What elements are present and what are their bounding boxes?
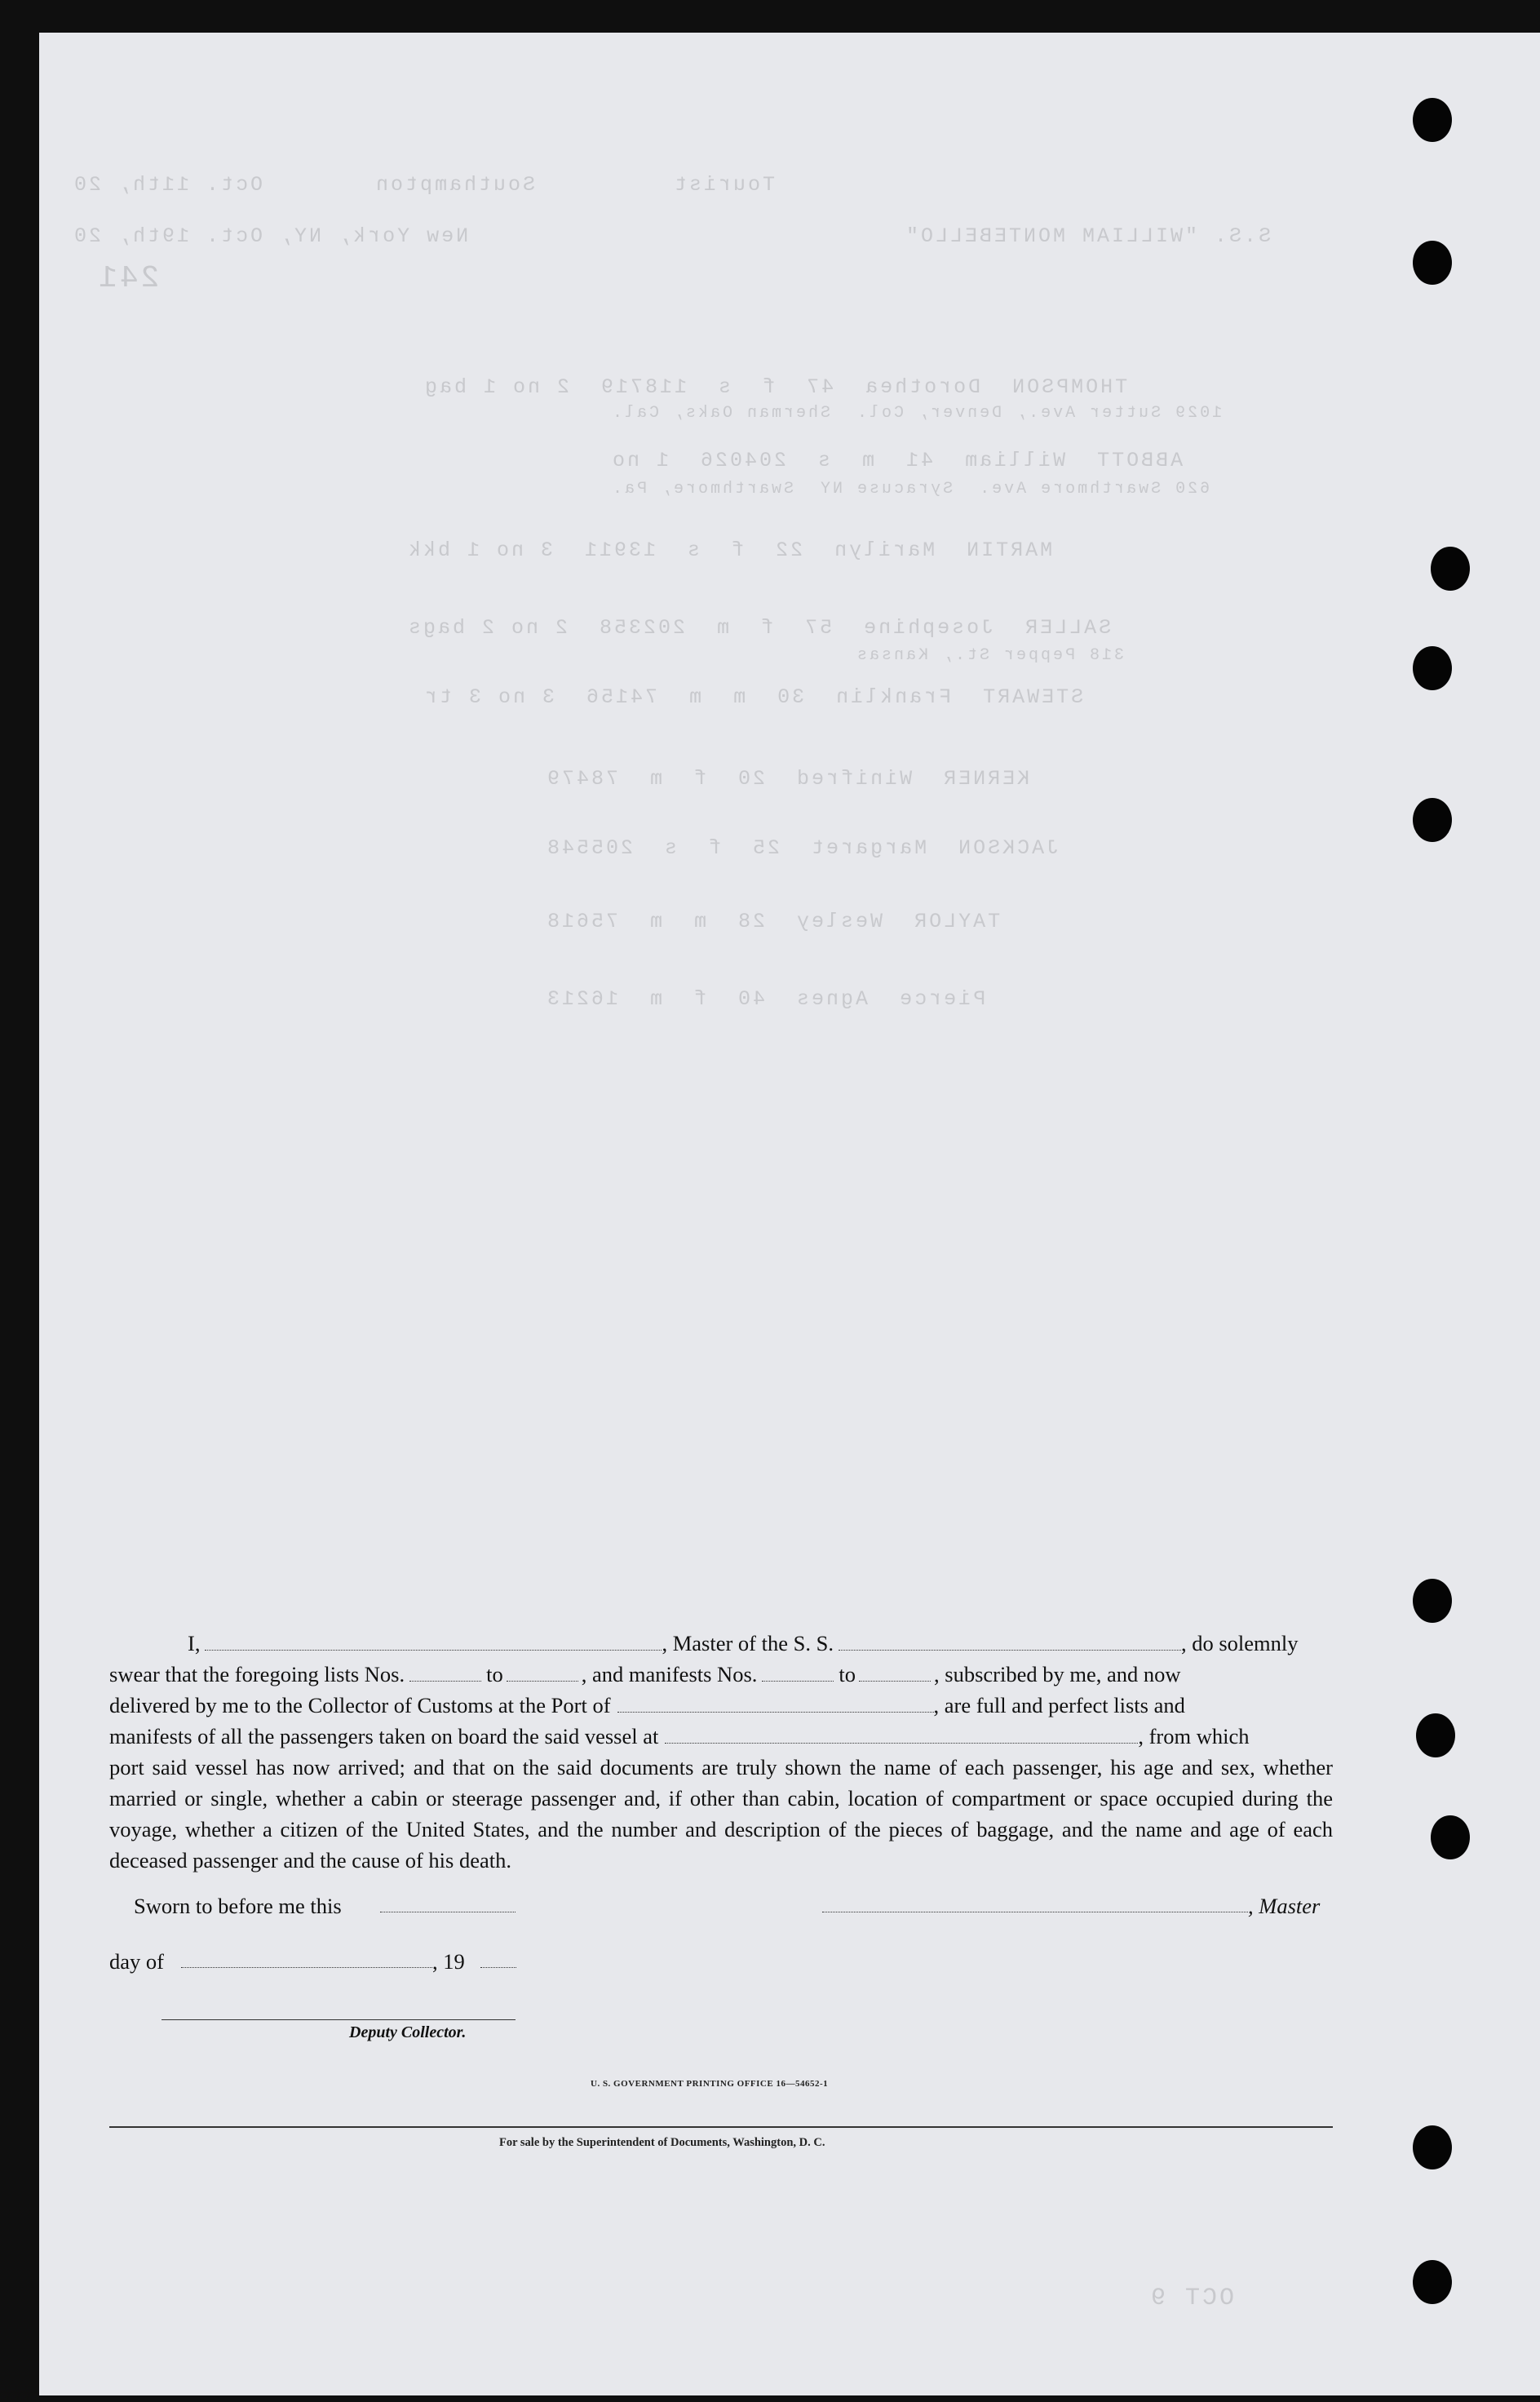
document-page xyxy=(39,33,1540,2395)
deputy-signature-line[interactable] xyxy=(162,2019,516,2020)
master-name-blank[interactable] xyxy=(205,1635,662,1651)
oath-master-of: , Master of the S. S. xyxy=(662,1631,834,1655)
manifest-from-blank[interactable] xyxy=(762,1666,834,1682)
punch-hole xyxy=(1413,2125,1452,2169)
footer-rule xyxy=(109,2126,1333,2128)
ghost-header-port: Southampton xyxy=(374,173,536,197)
punch-hole xyxy=(1431,1815,1470,1859)
punch-hole xyxy=(1431,547,1470,591)
oath-from-which: , from which xyxy=(1138,1724,1250,1748)
ghost-row: JACKSON Margaret 25 f s 205548 xyxy=(545,836,1060,860)
ghost-bottom-stamp: OCT 9 xyxy=(1148,2285,1235,2312)
printing-office: U. S. GOVERNMENT PRINTING OFFICE 16—54652-1 xyxy=(591,2079,829,2089)
oath-do-solemnly: , do solemnly xyxy=(1180,1631,1299,1655)
year-prefix: , 19 xyxy=(432,1949,465,1974)
oath-to-1: to xyxy=(486,1662,503,1686)
ghost-header-class: Tourist xyxy=(672,173,776,197)
ghost-header-ship: S.S. "WILLIAM MONTEBELLO" xyxy=(904,224,1272,248)
oath-swear: swear that the foregoing lists Nos. xyxy=(109,1662,405,1686)
oath-manifests-all: manifests of all the passengers taken on board the said vessel at xyxy=(109,1724,659,1748)
ghost-sheet-number: 241 xyxy=(96,261,160,296)
ghost-row: Pierce Agnes 40 f m 16213 xyxy=(545,987,986,1011)
ghost-row: MARTIN Marilyn 22 f s 13911 3 no 1 bkk xyxy=(406,538,1053,562)
punch-hole xyxy=(1413,98,1452,142)
punch-hole xyxy=(1413,241,1452,285)
punch-hole xyxy=(1413,1579,1452,1623)
year-blank[interactable] xyxy=(480,1967,516,1968)
oath-to-2: to xyxy=(839,1662,856,1686)
ghost-row: 620 Swarthmore Ave. Syracuse NY Swarthmore, Pa. xyxy=(610,480,1210,499)
day-of-label: day of xyxy=(109,1949,164,1974)
ship-name-blank[interactable] xyxy=(839,1635,1181,1651)
month-blank[interactable] xyxy=(181,1967,432,1968)
ghost-row: SALLER Josephine 57 f m 202358 2 no 2 bags xyxy=(406,616,1112,640)
manifest-to-blank[interactable] xyxy=(859,1666,931,1682)
ghost-header-date: Oct. 11th, 20 xyxy=(72,173,263,197)
punch-hole xyxy=(1413,2260,1452,2304)
deputy-collector-label: Deputy Collector. xyxy=(349,2023,467,2041)
ghost-row: THOMPSON Dorothea 47 f s 118719 2 no 1 bag xyxy=(423,375,1128,399)
ghost-row: STEWART Franklin 30 m m 74156 3 no 3 tr xyxy=(423,685,1084,709)
oath-are-full: , are full and perfect lists and xyxy=(933,1693,1185,1717)
oath-delivered: delivered by me to the Collector of Customs at the Port of xyxy=(109,1693,611,1717)
oath-subscribed: , subscribed by me, and now xyxy=(934,1662,1181,1686)
oath-and-manifests: , and manifests Nos. xyxy=(581,1662,758,1686)
list-to-blank[interactable] xyxy=(507,1666,578,1682)
punch-hole xyxy=(1416,1713,1455,1757)
punch-hole xyxy=(1413,646,1452,690)
ghost-row: 318 Pepper St., Kansas xyxy=(855,646,1125,665)
ghost-row: TAYLOR Wesley 28 m m 75618 xyxy=(545,910,1001,933)
port-blank[interactable] xyxy=(617,1697,934,1713)
list-from-blank[interactable] xyxy=(409,1666,481,1682)
oath-body: port said vessel has now arrived; and that on the said documents are truly shown the name of each passenger, his age and sex, whether married or single, whether a cabin or steerage passenger and, if other than cabin, location of compartment or space occupied during the voyage, whether a citizen of the United States, and the number and description of the pieces of baggage, and the name and age of each deceased passenger and the cause of his death. xyxy=(109,1755,1333,1872)
sworn-master: , Master xyxy=(1248,1894,1321,1918)
ghost-row: ABBOTT William 41 m s 204026 1 no xyxy=(610,449,1184,472)
departure-port-blank[interactable] xyxy=(665,1728,1138,1744)
oath-paragraph xyxy=(109,1628,1333,1876)
ghost-row: 1029 Sutter Ave., Denver, Col. Sherman Oaks, Cal. xyxy=(610,404,1223,423)
oath-i: I, xyxy=(188,1631,201,1655)
ghost-row: KERNER Winifred 20 f m 78479 xyxy=(545,767,1030,791)
ghost-header-arrival: New York, NY, Oct. 19th, 20 xyxy=(72,224,469,248)
sworn-label: Sworn to before me this xyxy=(134,1894,342,1918)
punch-hole xyxy=(1413,798,1452,842)
for-sale-note: For sale by the Superintendent of Documents, Washington, D. C. xyxy=(499,2136,825,2149)
